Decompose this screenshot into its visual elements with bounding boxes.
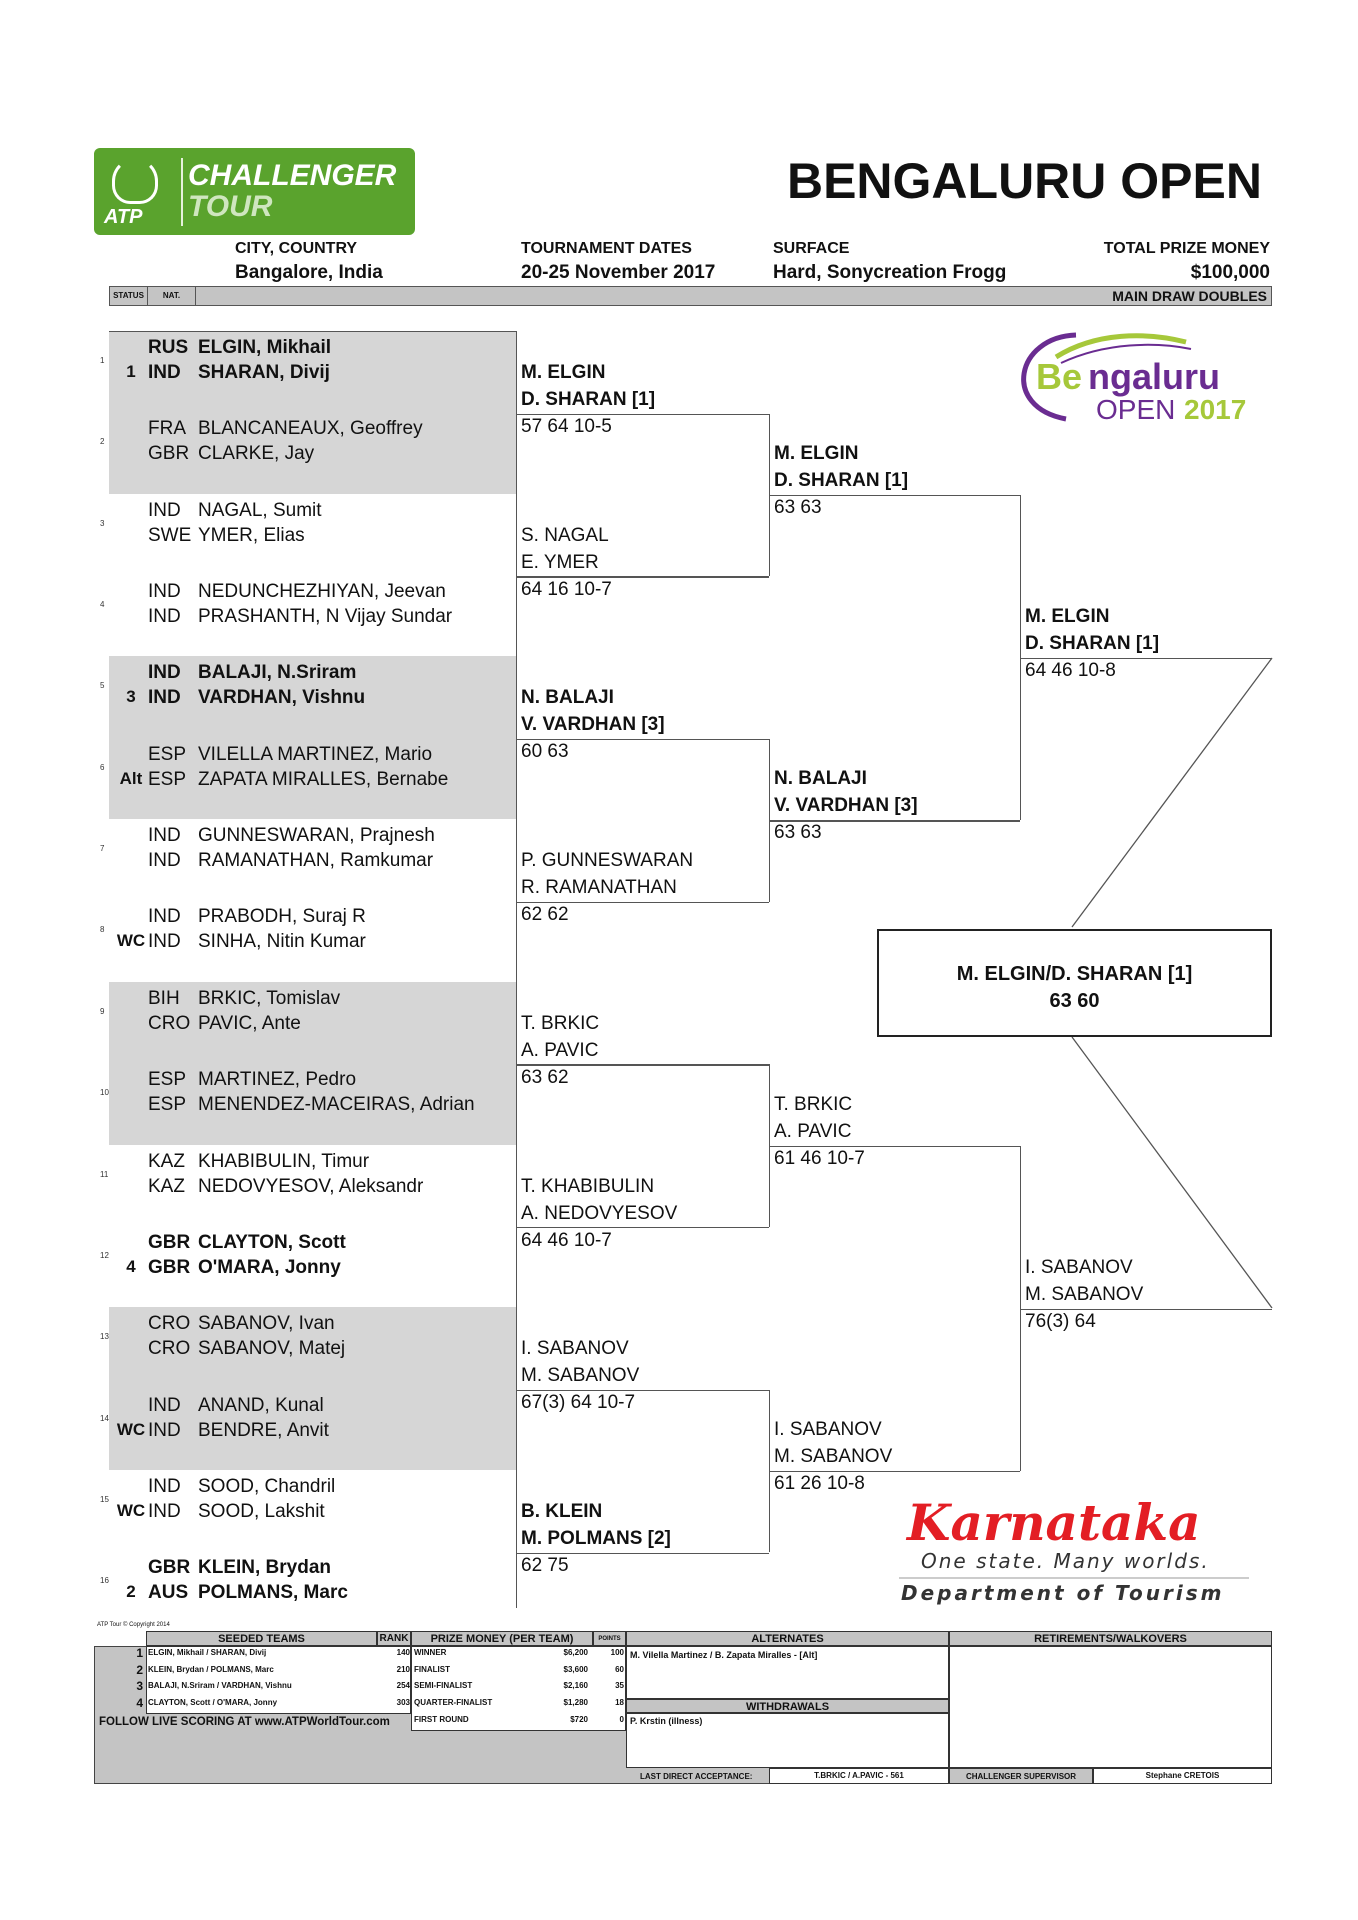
slot-number: 14 [100, 1413, 109, 1423]
match-winner-name[interactable]: M. SABANOV [774, 1446, 893, 1468]
player-name[interactable]: NEDUNCHEZHIYAN, Jeevan [198, 581, 446, 603]
slot-number: 8 [100, 925, 105, 935]
alternates-header: ALTERNATES [626, 1631, 949, 1646]
dates-value: 20-25 November 2017 [521, 262, 716, 283]
match-winner-name[interactable]: N. BALAJI [521, 687, 614, 709]
player-nationality: IND [148, 850, 181, 872]
seed-rank: 210 [396, 1664, 410, 1674]
player-nationality: GBR [148, 1231, 191, 1253]
player-name[interactable]: NAGAL, Sumit [198, 499, 322, 521]
slot-number: 16 [100, 1576, 109, 1586]
player-nationality: GBR [148, 1256, 191, 1278]
player-nationality: KAZ [148, 1175, 185, 1197]
slot-number: 1 [100, 356, 105, 365]
seed-status: WC [116, 1419, 146, 1439]
player-nationality: IND [148, 1500, 181, 1522]
surface-value: Hard, Sonycreation Frogg [773, 262, 1007, 283]
svg-text:OPEN: OPEN [1096, 394, 1176, 423]
status-column-header: STATUS [110, 287, 148, 305]
slot-number: 4 [100, 600, 105, 610]
player-name[interactable]: CLARKE, Jay [198, 443, 315, 465]
match-winner-name[interactable]: A. NEDOVYESOV [521, 1202, 678, 1224]
player-name[interactable]: BALAJI, N.Sriram [198, 662, 357, 684]
match-winner-name[interactable]: T. BRKIC [521, 1012, 600, 1034]
last-direct-acceptance-label: LAST DIRECT ACCEPTANCE: [640, 1772, 753, 1781]
logo-tour-text: TOUR [188, 190, 273, 223]
slot-number: 12 [100, 1250, 109, 1260]
seed-status: WC [116, 1500, 146, 1520]
player-nationality: GBR [148, 1557, 191, 1579]
prize-round: QUARTER-FINALIST [414, 1698, 493, 1708]
logo-challenger-text: CHALLENGER [188, 159, 397, 192]
player-nationality: IND [148, 1419, 181, 1441]
match-winner-name[interactable]: I. SABANOV [1025, 1257, 1133, 1278]
final-result-box [877, 929, 1272, 1037]
seed-status: 2 [126, 1582, 136, 1602]
match-winner-name[interactable]: M. SABANOV [1025, 1284, 1144, 1305]
seeded-teams-header: SEEDED TEAMS [146, 1631, 377, 1646]
ranking-points: 100 [610, 1648, 624, 1657]
match-score: 64 46 10-8 [1025, 660, 1116, 681]
supervisor-label: CHALLENGER SUPERVISOR [949, 1768, 1093, 1784]
player-name[interactable]: YMER, Elias [198, 524, 305, 546]
player-name[interactable]: POLMANS, Marc [198, 1582, 348, 1604]
player-name[interactable]: PAVIC, Ante [198, 1012, 301, 1034]
seed-number: 4 [136, 1696, 143, 1711]
player-nationality: ESP [148, 743, 187, 765]
seed-number: 1 [136, 1646, 143, 1660]
seeded-team: KLEIN, Brydan / POLMANS, Marc [148, 1664, 274, 1674]
retirements-header: RETIREMENTS/WALKOVERS [949, 1631, 1272, 1646]
dates-label: TOURNAMENT DATES [521, 240, 692, 257]
match-winner-name[interactable]: M. ELGIN [521, 362, 606, 383]
player-nationality: IND [148, 1475, 181, 1497]
player-nationality: GBR [148, 443, 190, 465]
prize-value: $100,000 [1190, 262, 1270, 283]
match-winner-name[interactable]: S. NAGAL [521, 524, 609, 546]
prize-amount: $720 [570, 1714, 588, 1724]
player-nationality: IND [148, 687, 181, 709]
slot-number: 11 [100, 1169, 109, 1179]
player-nationality: ESP [148, 1069, 187, 1091]
player-name[interactable]: SOOD, Lakshit [198, 1500, 325, 1522]
player-name[interactable]: VILELLA MARTINEZ, Mario [198, 743, 433, 765]
slot-number: 10 [100, 1088, 109, 1098]
player-name[interactable]: SOOD, Chandril [198, 1475, 336, 1497]
player-name[interactable]: SABANOV, Ivan [198, 1313, 335, 1335]
match-score: 57 64 10-5 [521, 416, 612, 437]
slot-number: 13 [100, 1332, 109, 1342]
player-nationality: CRO [148, 1338, 191, 1360]
player-nationality: KAZ [148, 1150, 185, 1172]
player-name[interactable]: BRKIC, Tomislav [198, 987, 341, 1009]
match-score: 64 16 10-7 [521, 578, 612, 600]
match-winner-name[interactable]: M. POLMANS [2] [521, 1527, 671, 1549]
player-nationality: IND [148, 581, 181, 603]
player-nationality: IND [148, 606, 181, 628]
slot-number: 7 [100, 844, 105, 854]
player-nationality: ESP [148, 768, 187, 790]
match-score: 63 63 [774, 822, 822, 844]
prize-money-header: PRIZE MONEY (PER TEAM) [411, 1631, 593, 1646]
seeded-team: BALAJI, N.Sriram / VARDHAN, Vishnu [148, 1681, 292, 1691]
city-value: Bangalore, India [235, 262, 383, 283]
nat-column-header: NAT. [148, 287, 196, 305]
player-name[interactable]: PRASHANTH, N Vijay Sundar [198, 606, 453, 628]
match-score: 62 62 [521, 904, 569, 926]
match-score: 63 62 [521, 1066, 569, 1088]
match-winner-name[interactable]: R. RAMANATHAN [521, 877, 677, 899]
match-score: 63 63 [774, 497, 822, 518]
svg-text:ngaluru: ngaluru [1088, 356, 1220, 397]
tournament-title: BENGALURU OPEN [786, 153, 1262, 209]
seed-number: 3 [136, 1679, 143, 1694]
player-name[interactable]: SHARAN, Divij [198, 362, 330, 383]
match-winner-name[interactable]: M. ELGIN [1025, 606, 1110, 627]
match-winner-name[interactable]: D. SHARAN [1] [774, 470, 909, 491]
seed-rank: 303 [396, 1698, 410, 1708]
match-score: 64 46 10-7 [521, 1229, 612, 1251]
match-winner-name[interactable]: P. GUNNESWARAN [521, 850, 694, 872]
prize-round: WINNER [414, 1648, 447, 1657]
semifinal-top-diagonal [1072, 658, 1272, 927]
svg-text:Be: Be [1036, 356, 1083, 397]
player-nationality: AUS [148, 1582, 189, 1604]
player-name[interactable]: KHABIBULIN, Timur [198, 1150, 370, 1172]
player-nationality: RUS [148, 337, 189, 358]
prize-round: FIRST ROUND [414, 1714, 469, 1724]
withdrawals-header: WITHDRAWALS [626, 1699, 949, 1713]
seed-status: 1 [126, 362, 136, 381]
match-winner-name[interactable]: N. BALAJI [774, 768, 867, 790]
seeded-team: ELGIN, Mikhail / SHARAN, Divij [148, 1648, 267, 1657]
seed-status: 4 [126, 1256, 136, 1276]
player-name[interactable]: SINHA, Nitin Kumar [198, 931, 366, 953]
match-winner-name[interactable]: I. SABANOV [774, 1419, 882, 1441]
seed-status: 3 [126, 687, 136, 707]
prize-amount: $3,600 [563, 1664, 588, 1674]
slot-number: 3 [100, 518, 105, 528]
svg-text:2017: 2017 [1184, 394, 1247, 423]
player-name[interactable]: VARDHAN, Vishnu [198, 687, 366, 709]
match-winner-name[interactable]: T. BRKIC [774, 1093, 853, 1115]
player-name[interactable]: CLAYTON, Scott [198, 1231, 346, 1253]
match-score: 76(3) 64 [1025, 1311, 1096, 1332]
player-name[interactable]: KLEIN, Brydan [198, 1557, 332, 1579]
seed-status: Alt [119, 768, 143, 788]
svg-text:One state. Many worlds.: One state. Many worlds. [921, 1549, 1210, 1573]
player-name[interactable]: BENDRE, Anvit [198, 1419, 329, 1441]
player-name[interactable]: BLANCANEAUX, Geoffrey [198, 418, 423, 440]
slot-number: 9 [100, 1006, 105, 1016]
city-label: CITY, COUNTRY [235, 240, 358, 257]
match-score: 61 26 10-8 [774, 1473, 865, 1495]
player-nationality: IND [148, 906, 181, 928]
player-name[interactable]: ELGIN, Mikhail [198, 337, 332, 358]
points-header: POINTS [593, 1631, 626, 1646]
seed-status: WC [116, 931, 146, 951]
player-name[interactable]: SABANOV, Matej [198, 1338, 346, 1360]
player-nationality: BIH [148, 987, 180, 1009]
match-score: 67(3) 64 10-7 [521, 1392, 636, 1414]
copyright-text: ATP Tour © Copyright 2014 [97, 1622, 170, 1628]
prize-round: FINALIST [414, 1664, 450, 1674]
player-name[interactable]: MENENDEZ-MACEIRAS, Adrian [198, 1094, 475, 1116]
player-nationality: CRO [148, 1313, 191, 1335]
match-winner-name[interactable]: A. PAVIC [774, 1120, 852, 1142]
match-winner-name[interactable]: I. SABANOV [521, 1338, 629, 1360]
match-winner-name[interactable]: M. SABANOV [521, 1365, 640, 1387]
slot-number: 15 [100, 1494, 109, 1504]
match-winner-name[interactable]: M. ELGIN [774, 443, 859, 464]
supervisor-name: Stephane CRETOIS [1093, 1768, 1272, 1784]
player-name[interactable]: RAMANATHAN, Ramkumar [198, 850, 434, 872]
final-score: 63 60 [1049, 990, 1100, 1012]
match-score: 61 46 10-7 [774, 1147, 865, 1169]
match-winner-name[interactable]: E. YMER [521, 551, 599, 573]
slot-number: 5 [100, 681, 105, 691]
slot-number: 2 [100, 437, 105, 447]
match-winner-name[interactable]: B. KLEIN [521, 1500, 603, 1522]
slot-number: 6 [100, 762, 105, 772]
match-winner-name[interactable]: T. KHABIBULIN [521, 1175, 655, 1197]
match-score: 60 63 [521, 741, 569, 763]
player-nationality: IND [148, 662, 181, 684]
ranking-points: 60 [615, 1664, 624, 1674]
svg-text:Karnataka: Karnataka [907, 1493, 1201, 1552]
player-name[interactable]: PRABODH, Suraj R [198, 906, 366, 928]
player-nationality: IND [148, 499, 181, 521]
live-scoring-text: FOLLOW LIVE SCORING AT www.ATPWorldTour.com [99, 1716, 390, 1728]
seed-number: 2 [136, 1662, 143, 1677]
ranking-points: 18 [615, 1698, 624, 1708]
prize-amount: $1,280 [563, 1698, 588, 1708]
player-nationality: FRA [148, 418, 186, 440]
prize-label: TOTAL PRIZE MONEY [1103, 240, 1270, 257]
player-name[interactable]: O'MARA, Jonny [198, 1256, 341, 1278]
player-nationality: IND [148, 1394, 181, 1416]
player-name[interactable]: GUNNESWARAN, Prajnesh [198, 825, 435, 847]
draw-type-label: MAIN DRAW DOUBLES [1112, 288, 1267, 304]
logo-atp-text: ATP [104, 206, 143, 228]
svg-text:Department of Tourism: Department of Tourism [901, 1581, 1225, 1605]
player-name[interactable]: ANAND, Kunal [198, 1394, 324, 1416]
player-nationality: IND [148, 825, 181, 847]
match-winner-name[interactable]: V. VARDHAN [3] [521, 714, 665, 736]
player-nationality: SWE [148, 524, 192, 546]
seed-rank: 254 [396, 1681, 410, 1691]
player-nationality: IND [148, 931, 181, 953]
player-name[interactable]: MARTINEZ, Pedro [198, 1069, 357, 1091]
last-direct-acceptance-value: T.BRKIC / A.PAVIC - 561 [769, 1768, 949, 1784]
player-name[interactable]: NEDOVYESOV, Aleksandr [198, 1175, 424, 1197]
player-nationality: IND [148, 362, 181, 383]
seed-rank: 140 [396, 1648, 410, 1657]
semifinal-bottom-diagonal [1072, 1037, 1272, 1308]
match-score: 62 75 [521, 1554, 569, 1576]
ranking-points: 35 [615, 1681, 624, 1691]
match-winner-name[interactable]: D. SHARAN [1] [1025, 633, 1160, 654]
match-winner-name[interactable]: A. PAVIC [521, 1039, 599, 1061]
withdrawals-text: P. Krstin (illness) [630, 1716, 703, 1726]
player-nationality: ESP [148, 1094, 187, 1116]
seeded-team: CLAYTON, Scott / O'MARA, Jonny [148, 1698, 278, 1708]
ranking-points: 0 [619, 1714, 624, 1724]
prize-amount: $2,160 [563, 1681, 588, 1691]
match-winner-name[interactable]: V. VARDHAN [3] [774, 795, 918, 817]
retirements-box [949, 1646, 1272, 1768]
surface-label: SURFACE [773, 240, 850, 257]
prize-round: SEMI-FINALIST [414, 1681, 473, 1691]
player-name[interactable]: ZAPATA MIRALLES, Bernabe [198, 768, 449, 790]
prize-amount: $6,200 [563, 1648, 588, 1657]
match-winner-name[interactable]: D. SHARAN [1] [521, 389, 656, 410]
champion-name: M. ELGIN/D. SHARAN [1] [956, 963, 1193, 985]
player-nationality: CRO [148, 1012, 191, 1034]
rank-header: RANK [377, 1631, 411, 1646]
alternates-text: M. Vilella Martinez / B. Zapata Miralles - [Alt] [630, 1650, 818, 1660]
